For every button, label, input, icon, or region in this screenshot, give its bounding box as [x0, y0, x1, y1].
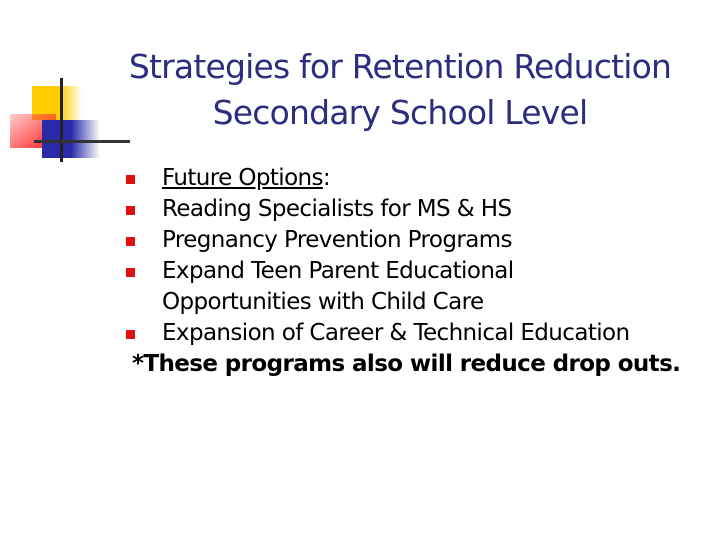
list-item: [126, 194, 706, 225]
bullet-icon: [126, 268, 135, 277]
bullet-icon: [126, 206, 135, 215]
list-item-label: Expansion of Career & Technical Education: [162, 320, 630, 346]
title-line-1: Strategies for Retention Reduction: [128, 47, 672, 86]
list-item-label: Expand Teen Parent Educational Opportunities with Child Care: [162, 258, 514, 315]
vertical-line-icon: [60, 78, 63, 162]
list-item: [126, 318, 706, 349]
list-item: [126, 225, 706, 256]
list-item: [126, 163, 706, 194]
title-line-2: Secondary School Level: [212, 93, 588, 132]
list-item: [126, 256, 582, 318]
footnote: *These programs also will reduce drop outs.: [132, 351, 681, 377]
bullet-icon: [126, 175, 135, 184]
bullet-list: [126, 163, 706, 380]
slide-title: [110, 44, 690, 136]
list-item-label: Reading Specialists for MS & HS: [162, 196, 512, 222]
bullet-icon: [126, 330, 135, 339]
list-item-label: Pregnancy Prevention Programs: [162, 227, 512, 253]
bullet-icon: [126, 237, 135, 246]
list-item-suffix: :: [322, 165, 331, 191]
list-item-label: Future Options: [162, 165, 323, 191]
horizontal-line-icon: [34, 140, 130, 143]
blue-square-icon: [42, 120, 100, 158]
